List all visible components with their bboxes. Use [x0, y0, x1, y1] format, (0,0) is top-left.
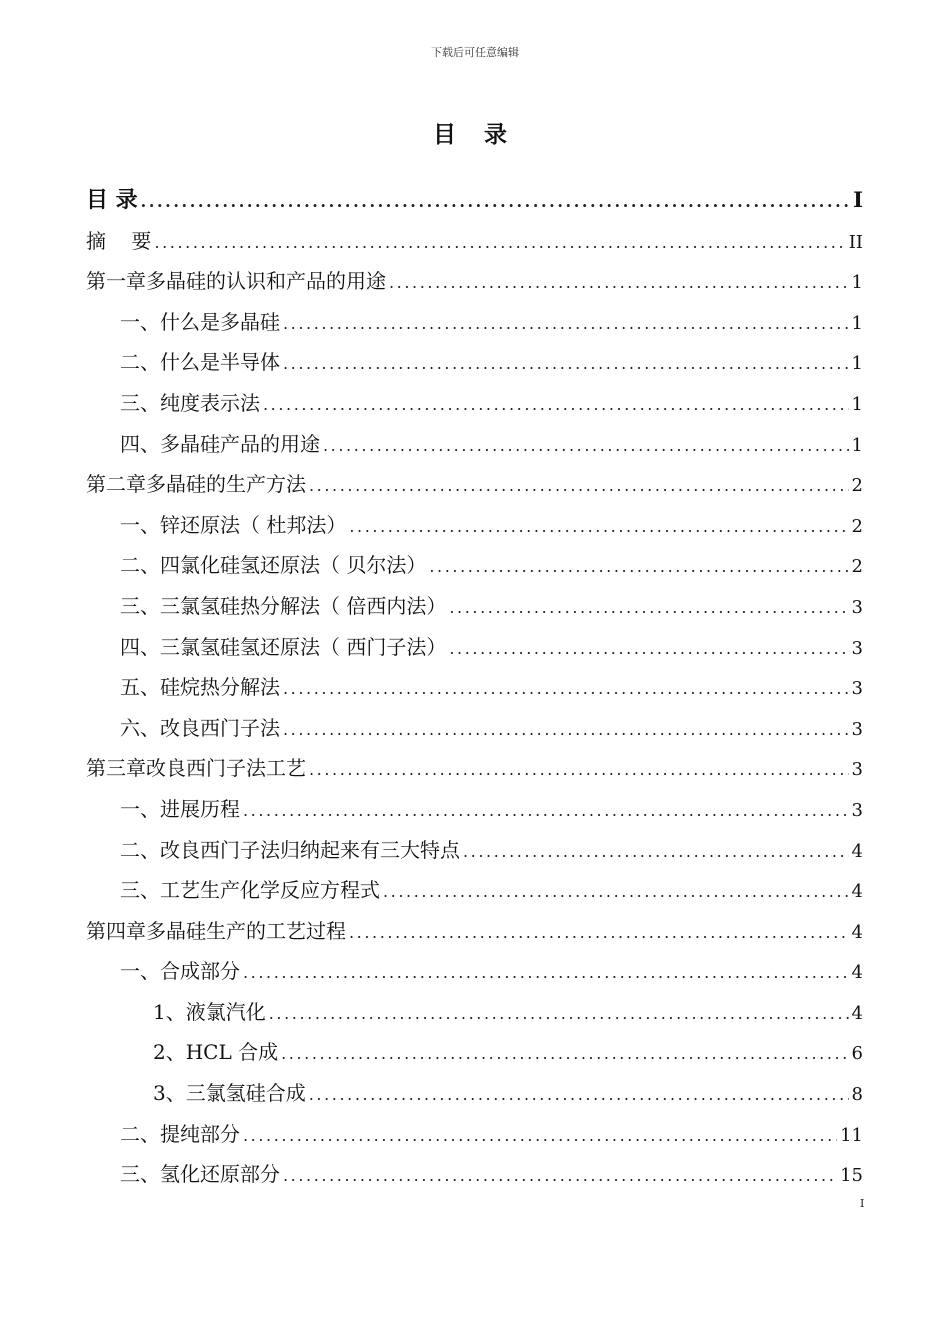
toc-entry-title: 进展历程: [160, 796, 240, 821]
toc-entry[interactable]: [86, 667, 863, 708]
toc-entry[interactable]: [86, 505, 863, 546]
toc-entry[interactable]: [86, 1114, 863, 1155]
toc-page-number: 4: [851, 962, 863, 984]
toc-entry-number: 2、: [153, 1040, 186, 1065]
toc-entry-title: 锌还原法（ 杜邦法）: [160, 512, 347, 537]
toc-entry-number: 二、: [120, 1121, 160, 1146]
toc-entry-number: 二、: [120, 553, 160, 578]
toc-dot-leader: [243, 791, 849, 832]
toc-entry[interactable]: [86, 1073, 863, 1114]
toc-dot-leader: [309, 1075, 849, 1116]
toc-page-number: 1: [851, 272, 863, 294]
toc-page-number: 1: [851, 393, 863, 415]
toc-page-number: 4: [851, 840, 863, 862]
table-of-contents: [86, 180, 863, 1195]
toc-entry-number: 四、: [120, 431, 160, 456]
toc-page-number: 8: [851, 1084, 863, 1106]
toc-entry[interactable]: [86, 1032, 863, 1073]
toc-entry-title: 多晶硅的认识和产品的用途: [146, 269, 386, 294]
toc-entry-number: 三、: [120, 878, 160, 903]
toc-entry[interactable]: [86, 708, 863, 749]
toc-page-number: 4: [851, 921, 863, 943]
toc-entry-number: 二、: [120, 350, 160, 375]
toc-dot-leader: [283, 669, 849, 710]
toc-entry-title: 纯度表示法: [160, 390, 260, 415]
toc-entry[interactable]: [86, 342, 863, 383]
toc-entry[interactable]: [86, 383, 863, 424]
toc-entry-number: 三、: [120, 593, 160, 618]
toc-entry[interactable]: [86, 748, 863, 789]
toc-dot-leader: [243, 953, 849, 994]
toc-entry[interactable]: [86, 1154, 863, 1195]
toc-page-number: 1: [851, 353, 863, 375]
toc-page-number: 15: [840, 1165, 863, 1187]
toc-dot-leader: [283, 1156, 837, 1197]
toc-page-number: 11: [840, 1124, 863, 1146]
toc-dot-leader: [281, 1034, 848, 1075]
toc-dot-leader: [323, 426, 849, 467]
toc-dot-leader: [309, 750, 849, 791]
toc-entry[interactable]: [86, 870, 863, 911]
toc-dot-leader: [283, 710, 849, 751]
toc-entry-title: 四氯化硅氢还原法（ 贝尔法）: [160, 553, 427, 578]
toc-dot-leader: [383, 872, 849, 913]
toc-entry-number: 三、: [120, 1162, 160, 1187]
page-number-footer: I: [860, 1197, 865, 1210]
toc-entry[interactable]: [86, 424, 863, 465]
toc-entry-number: 六、: [120, 715, 160, 740]
toc-entry-title: 合成部分: [160, 959, 240, 984]
toc-entry-number: 第四章: [86, 918, 146, 943]
toc-entry-title: 目 录: [86, 187, 138, 213]
toc-entry-title: 多晶硅的生产方法: [146, 472, 306, 497]
toc-dot-leader: [283, 304, 849, 345]
toc-entry-number: 1、: [153, 999, 186, 1024]
toc-page-number: 1: [851, 434, 863, 456]
toc-page-number: 3: [851, 596, 863, 618]
toc-entry-title: HCL 合成: [185, 1040, 279, 1065]
header-note: 下载后可任意编辑: [431, 46, 519, 59]
toc-entry[interactable]: [86, 789, 863, 830]
toc-entry-number: 二、: [120, 837, 160, 862]
toc-entry[interactable]: [86, 464, 863, 505]
toc-page-number: I: [853, 187, 863, 212]
toc-page-number: 3: [851, 799, 863, 821]
toc-entry-title: 改良西门子法: [160, 715, 280, 740]
toc-dot-leader: [389, 263, 849, 304]
toc-dot-leader: [243, 1116, 837, 1157]
toc-page-number: 2: [851, 556, 863, 578]
toc-page-number: 3: [851, 637, 863, 659]
toc-dot-leader: [283, 344, 849, 385]
toc-entry-title: 三氯氢硅合成: [185, 1081, 306, 1106]
toc-entry-number: 三、: [120, 390, 160, 415]
toc-entry-title: 三氯氢硅热分解法（ 倍西内法）: [160, 593, 447, 618]
toc-entry-number: 第二章: [86, 472, 146, 497]
toc-entry[interactable]: [86, 545, 863, 586]
toc-entry-number: 一、: [120, 309, 160, 334]
toc-entry[interactable]: [86, 911, 863, 952]
toc-entry-number: 一、: [120, 512, 160, 537]
toc-entry-number: 第三章: [86, 756, 146, 781]
toc-entry[interactable]: [86, 180, 863, 221]
toc-page-number: 3: [851, 718, 863, 740]
toc-entry-title: 硅烷热分解法: [160, 675, 280, 700]
toc-entry-title: 氢化还原部分: [160, 1162, 280, 1187]
toc-page-number: 3: [851, 759, 863, 781]
toc-dot-leader: [349, 507, 848, 548]
toc-entry-number: 第一章: [86, 269, 146, 294]
toc-entry-title: 改良西门子法归纳起来有三大特点: [160, 837, 460, 862]
toc-page-number: 4: [851, 1002, 863, 1024]
toc-entry-title: 提纯部分: [160, 1121, 240, 1146]
toc-entry-number: 3、: [153, 1081, 186, 1106]
toc-page-number: 4: [851, 881, 863, 903]
toc-dot-leader: [463, 832, 849, 873]
toc-entry-title: 改良西门子法工艺: [146, 756, 306, 781]
toc-entry[interactable]: [86, 992, 863, 1033]
toc-entry[interactable]: [86, 830, 863, 871]
toc-dot-leader: [429, 547, 848, 588]
toc-entry-title: 什么是半导体: [160, 350, 280, 375]
toc-entry-title: 液氯汽化: [185, 999, 266, 1024]
toc-entry[interactable]: [86, 261, 863, 302]
toc-page-number: 1: [851, 312, 863, 334]
toc-dot-leader: [141, 182, 851, 223]
toc-entry[interactable]: [86, 586, 863, 627]
toc-dot-leader: [263, 385, 849, 426]
toc-dot-leader: [269, 994, 849, 1035]
toc-page-number: 2: [851, 515, 863, 537]
toc-page-number: 6: [851, 1043, 863, 1065]
toc-entry[interactable]: [86, 302, 863, 343]
toc-entry-number: 一、: [120, 959, 160, 984]
toc-entry-title: 多晶硅产品的用途: [160, 431, 320, 456]
toc-entry-title: 什么是多晶硅: [160, 309, 280, 334]
page-title: 目 录: [432, 122, 517, 148]
toc-entry-number: 四、: [120, 634, 160, 659]
toc-page-number: II: [848, 231, 863, 253]
toc-entry[interactable]: [86, 951, 863, 992]
toc-entry-title: 多晶硅生产的工艺过程: [146, 918, 346, 943]
toc-dot-leader: [349, 913, 849, 954]
toc-entry-number: 摘 要: [86, 228, 152, 253]
toc-entry-title: 三氯氢硅氢还原法（ 西门子法）: [160, 634, 447, 659]
toc-entry[interactable]: [86, 221, 863, 262]
toc-entry-title: 工艺生产化学反应方程式: [160, 878, 380, 903]
toc-dot-leader: [309, 466, 849, 507]
toc-page-number: 2: [851, 475, 863, 497]
toc-dot-leader: [449, 629, 848, 670]
toc-entry-number: 五、: [120, 675, 160, 700]
toc-entry[interactable]: [86, 627, 863, 668]
toc-page-number: 3: [851, 678, 863, 700]
toc-entry-number: 一、: [120, 796, 160, 821]
toc-dot-leader: [449, 588, 848, 629]
toc-dot-leader: [154, 223, 845, 264]
